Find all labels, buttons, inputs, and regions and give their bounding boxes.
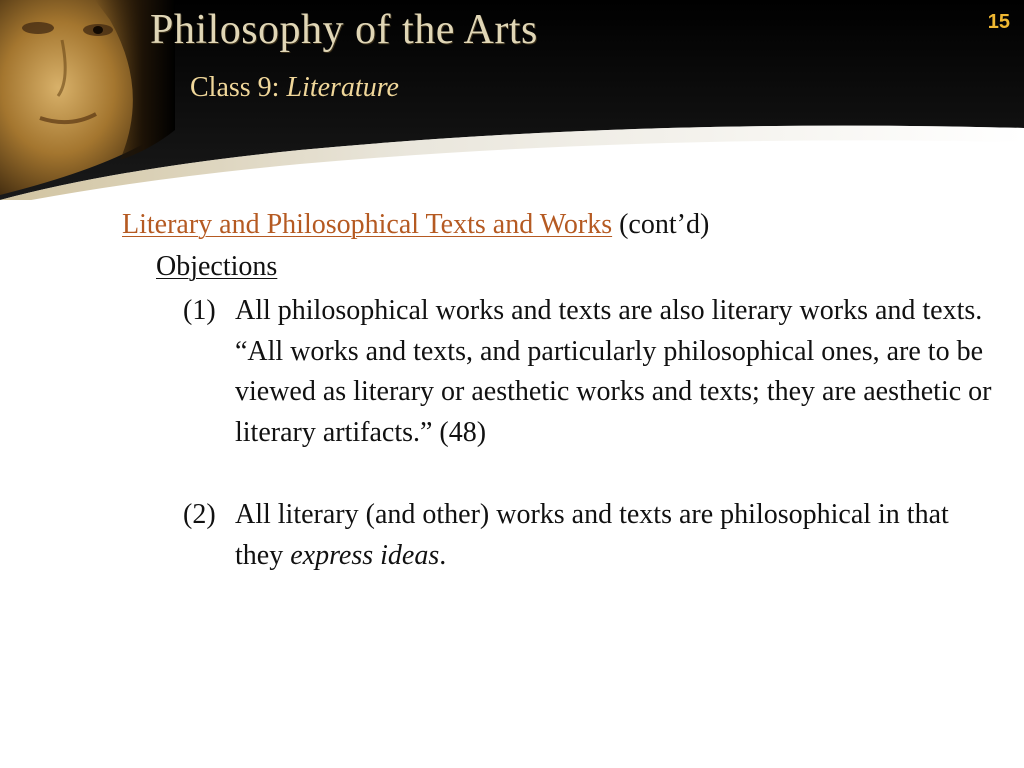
class-label: Class 9:	[190, 72, 287, 103]
objection-text: All philosophical works and texts are also literary works and texts. “All works and texts, and particularly philosophical ones, are to be viewed as literary or aesthetic works and texts; they are aesthetic or literary artifacts.” (48)	[235, 295, 992, 448]
class-topic: Literature	[286, 72, 399, 103]
section-heading	[122, 206, 709, 244]
slide-number: 15	[987, 11, 1010, 33]
objections-subheading: Objections	[156, 251, 278, 282]
objection-number: (2)	[183, 499, 216, 530]
objection-text-emphasis: express ideas	[290, 539, 440, 571]
objection-number: (1)	[183, 295, 216, 326]
deck-title: Philosophy of the Arts	[150, 7, 538, 53]
objection-text-main: All literary (and other) works and texts are philosophical in that they	[235, 499, 949, 571]
objection-text-end: .	[439, 539, 447, 571]
section-heading-link[interactable]: Literary and Philosophical Texts and Works	[122, 209, 613, 240]
section-heading-suffix: (cont’d)	[612, 209, 710, 240]
objection-text	[235, 495, 995, 576]
